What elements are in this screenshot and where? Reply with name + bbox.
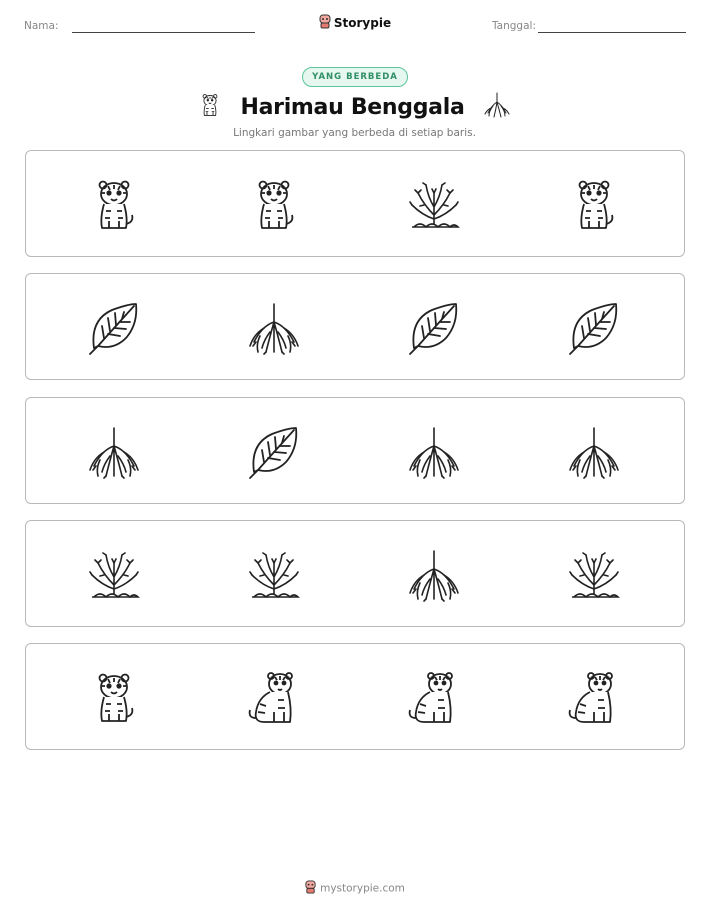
leaf-icon[interactable] [404,298,464,358]
name-label: Nama: [24,20,59,32]
tiger-front-icon[interactable] [84,668,144,728]
root-icon[interactable] [84,422,144,482]
root-icon [482,90,512,124]
footer [0,880,709,897]
puzzle-row [25,397,685,504]
tiger-front-icon[interactable] [564,175,624,235]
puzzle-row [25,520,685,627]
thorny-bush-icon[interactable] [244,545,304,605]
storypie-logo-icon [304,880,317,897]
date-field-line[interactable] [538,32,686,33]
storypie-logo-icon [318,14,332,32]
instructions: Lingkari gambar yang berbeda di setiap baris. [233,127,476,139]
leaf-icon[interactable] [564,298,624,358]
tiger-front-icon[interactable] [244,175,304,235]
root-icon[interactable] [244,298,304,358]
thorny-bush-icon[interactable] [404,175,464,235]
tiger-side-icon[interactable] [564,668,624,728]
tiger-front-icon[interactable] [84,175,144,235]
date-label: Tanggal: [492,20,536,32]
puzzle-row [25,273,685,380]
brand [0,14,709,32]
puzzle-row [25,150,685,257]
name-field-line[interactable] [72,32,255,33]
tiger-icon [197,90,223,124]
footer-url[interactable]: mystorypie.com [320,882,405,895]
category-badge: YANG BERBEDA [302,67,408,87]
thorny-bush-icon[interactable] [564,545,624,605]
root-icon[interactable] [404,422,464,482]
leaf-icon[interactable] [244,422,304,482]
page-title: Harimau Benggala [240,94,465,120]
root-icon[interactable] [404,545,464,605]
brand-name: Storypie [333,16,392,30]
tiger-side-icon[interactable] [404,668,464,728]
leaf-icon[interactable] [84,298,144,358]
puzzle-row [25,643,685,750]
tiger-side-icon[interactable] [244,668,304,728]
thorny-bush-icon[interactable] [84,545,144,605]
title-row [0,90,709,124]
root-icon[interactable] [564,422,624,482]
